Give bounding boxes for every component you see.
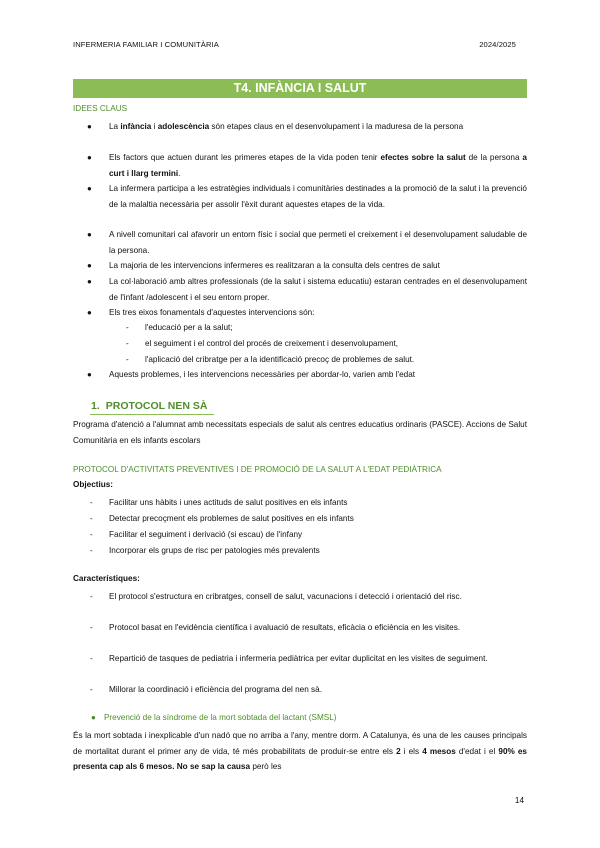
list-item: ● La majoria de les intervencions infermeres es realitzaran a la consulta dels centres de salut [109,258,527,274]
list-item: ● La col·laboració amb altres professionals (de la salut i sistema educatiu) estaran centrades en el desenvolupament de l'infant /adolescent i el seu entorn proper. [109,274,527,305]
header-course-title: INFERMERIA FAMILIAR I COMUNITÀRIA [73,40,219,49]
list-item: ● A nivell comunitari cal afavorir un entorn físic i social que permeti el creixement i el desenvolupament saludable de la persona. [109,227,527,258]
dash-icon: - [90,623,93,632]
list-item: ● Els factors que actuen durant les primeres etapes de la vida poden tenir efectes sobre la salut de la persona a curt i llarg termini. [109,150,527,181]
objective-item: - Detectar precoçment els problemes de salut positives en els infants [109,511,527,526]
page-title: T4. INFÀNCIA I SALUT [73,79,527,98]
section-intro-paragraph: Programa d'atenció a l'alumnat amb necessitats especials de salut als centres educatius ordinaris (PASCE). Accions de Salut Comunitària en els infants escolars [73,420,527,445]
feature-item: - El protocol s'estructura en cribratges, consell de salut, vacunacions i detecció i orientació del risc. [109,589,527,604]
protocol-heading: PROTOCOL D'ACTIVITATS PREVENTIVES I DE PROMOCIÓ DE LA SALUT A L'EDAT PEDIÀTRICA [73,465,442,474]
list-item: ● Aquests problemes, i les intervencions necessàries per abordar-lo, varien amb l'edat [109,367,527,383]
objective-item: - Incorporar els grups de risc per patologies més prevalents [109,543,527,558]
dash-icon: - [90,530,93,539]
list-item: ● La infància i adolescència són etapes claus en el desenvolupament i la maduresa de la persona [109,119,527,135]
features-label: Característiques: [73,574,140,583]
bullet-icon: ● [87,122,92,131]
smsl-heading: ● Prevenció de la síndrome de la mort sobtada del lactant (SMSL) [91,713,337,722]
bullet-icon: ● [87,308,92,317]
feature-item: - Protocol basat en l'evidència científica i avaluació de resultats, eficàcia o eficiència en les visites. [109,620,527,635]
ideas-heading: IDEES CLAUS [73,104,128,113]
list-item: ● Els tres eixos fonamentals d'aquestes intervencions són: [109,305,527,321]
dash-icon: - [90,592,93,601]
objective-item: - Facilitar el seguiment i derivació (si escau) de l'infany [109,527,527,542]
bullet-icon: ● [87,277,92,286]
dash-icon: - [126,339,129,348]
bullet-icon: ● [87,370,92,379]
dash-icon: - [90,514,93,523]
bullet-icon: ● [87,261,92,270]
dash-icon: - [90,685,93,694]
page-number: 14 [514,796,524,805]
sub-list-item: - l'educació per a la salut; [145,320,233,335]
bullet-icon: ● [87,230,92,239]
sub-list-item: - l'aplicació del cribratge per a la identificació precoç de problemes de salut. [145,352,414,367]
dash-icon: - [126,323,129,332]
dash-icon: - [90,498,93,507]
feature-item: - Millorar la coordinació i eficiència del programa del nen sà. [109,682,527,697]
objective-item: - Facilitar uns hàbits i unes actituds de salut positives en els infants [109,495,527,510]
list-item: ● La infermera participa a les estratègies individuals i comunitàries destinades a la promoció de la salut i la prevenció de la malaltia necessària per assolir l'èxit durant aquestes etapes de la vida. [109,181,527,212]
header-academic-year: 2024/2025 [479,40,516,49]
bullet-icon: ● [87,153,92,162]
dash-icon: - [90,546,93,555]
bullet-icon: ● [91,713,96,722]
objectives-label: Objectius: [73,480,114,489]
dash-icon: - [126,355,129,364]
dash-icon: - [90,654,93,663]
sub-list-item: - el seguiment i el control del procés de creixement i desenvolupament, [145,336,398,351]
feature-item: - Repartició de tasques de pediatria i infermeria pediàtrica per evitar duplicitat en les visites de seguiment. [109,651,527,666]
section-underline [90,414,214,415]
section-title: 1. PROTOCOL NEN SÀ [91,400,208,412]
bullet-icon: ● [87,184,92,193]
smsl-paragraph: És la mort sobtada i inexplicable d'un nadó que no arriba a l'any, mentre dorm. A Catalunya, és una de les causes principals de mortalitat durant el primer any de vida, té més probabilitats de produir-se entre els 2 i els 4 mesos d'edat i el 90% es presenta cap als 6 mesos. No se sap la causa però les [73,731,527,771]
